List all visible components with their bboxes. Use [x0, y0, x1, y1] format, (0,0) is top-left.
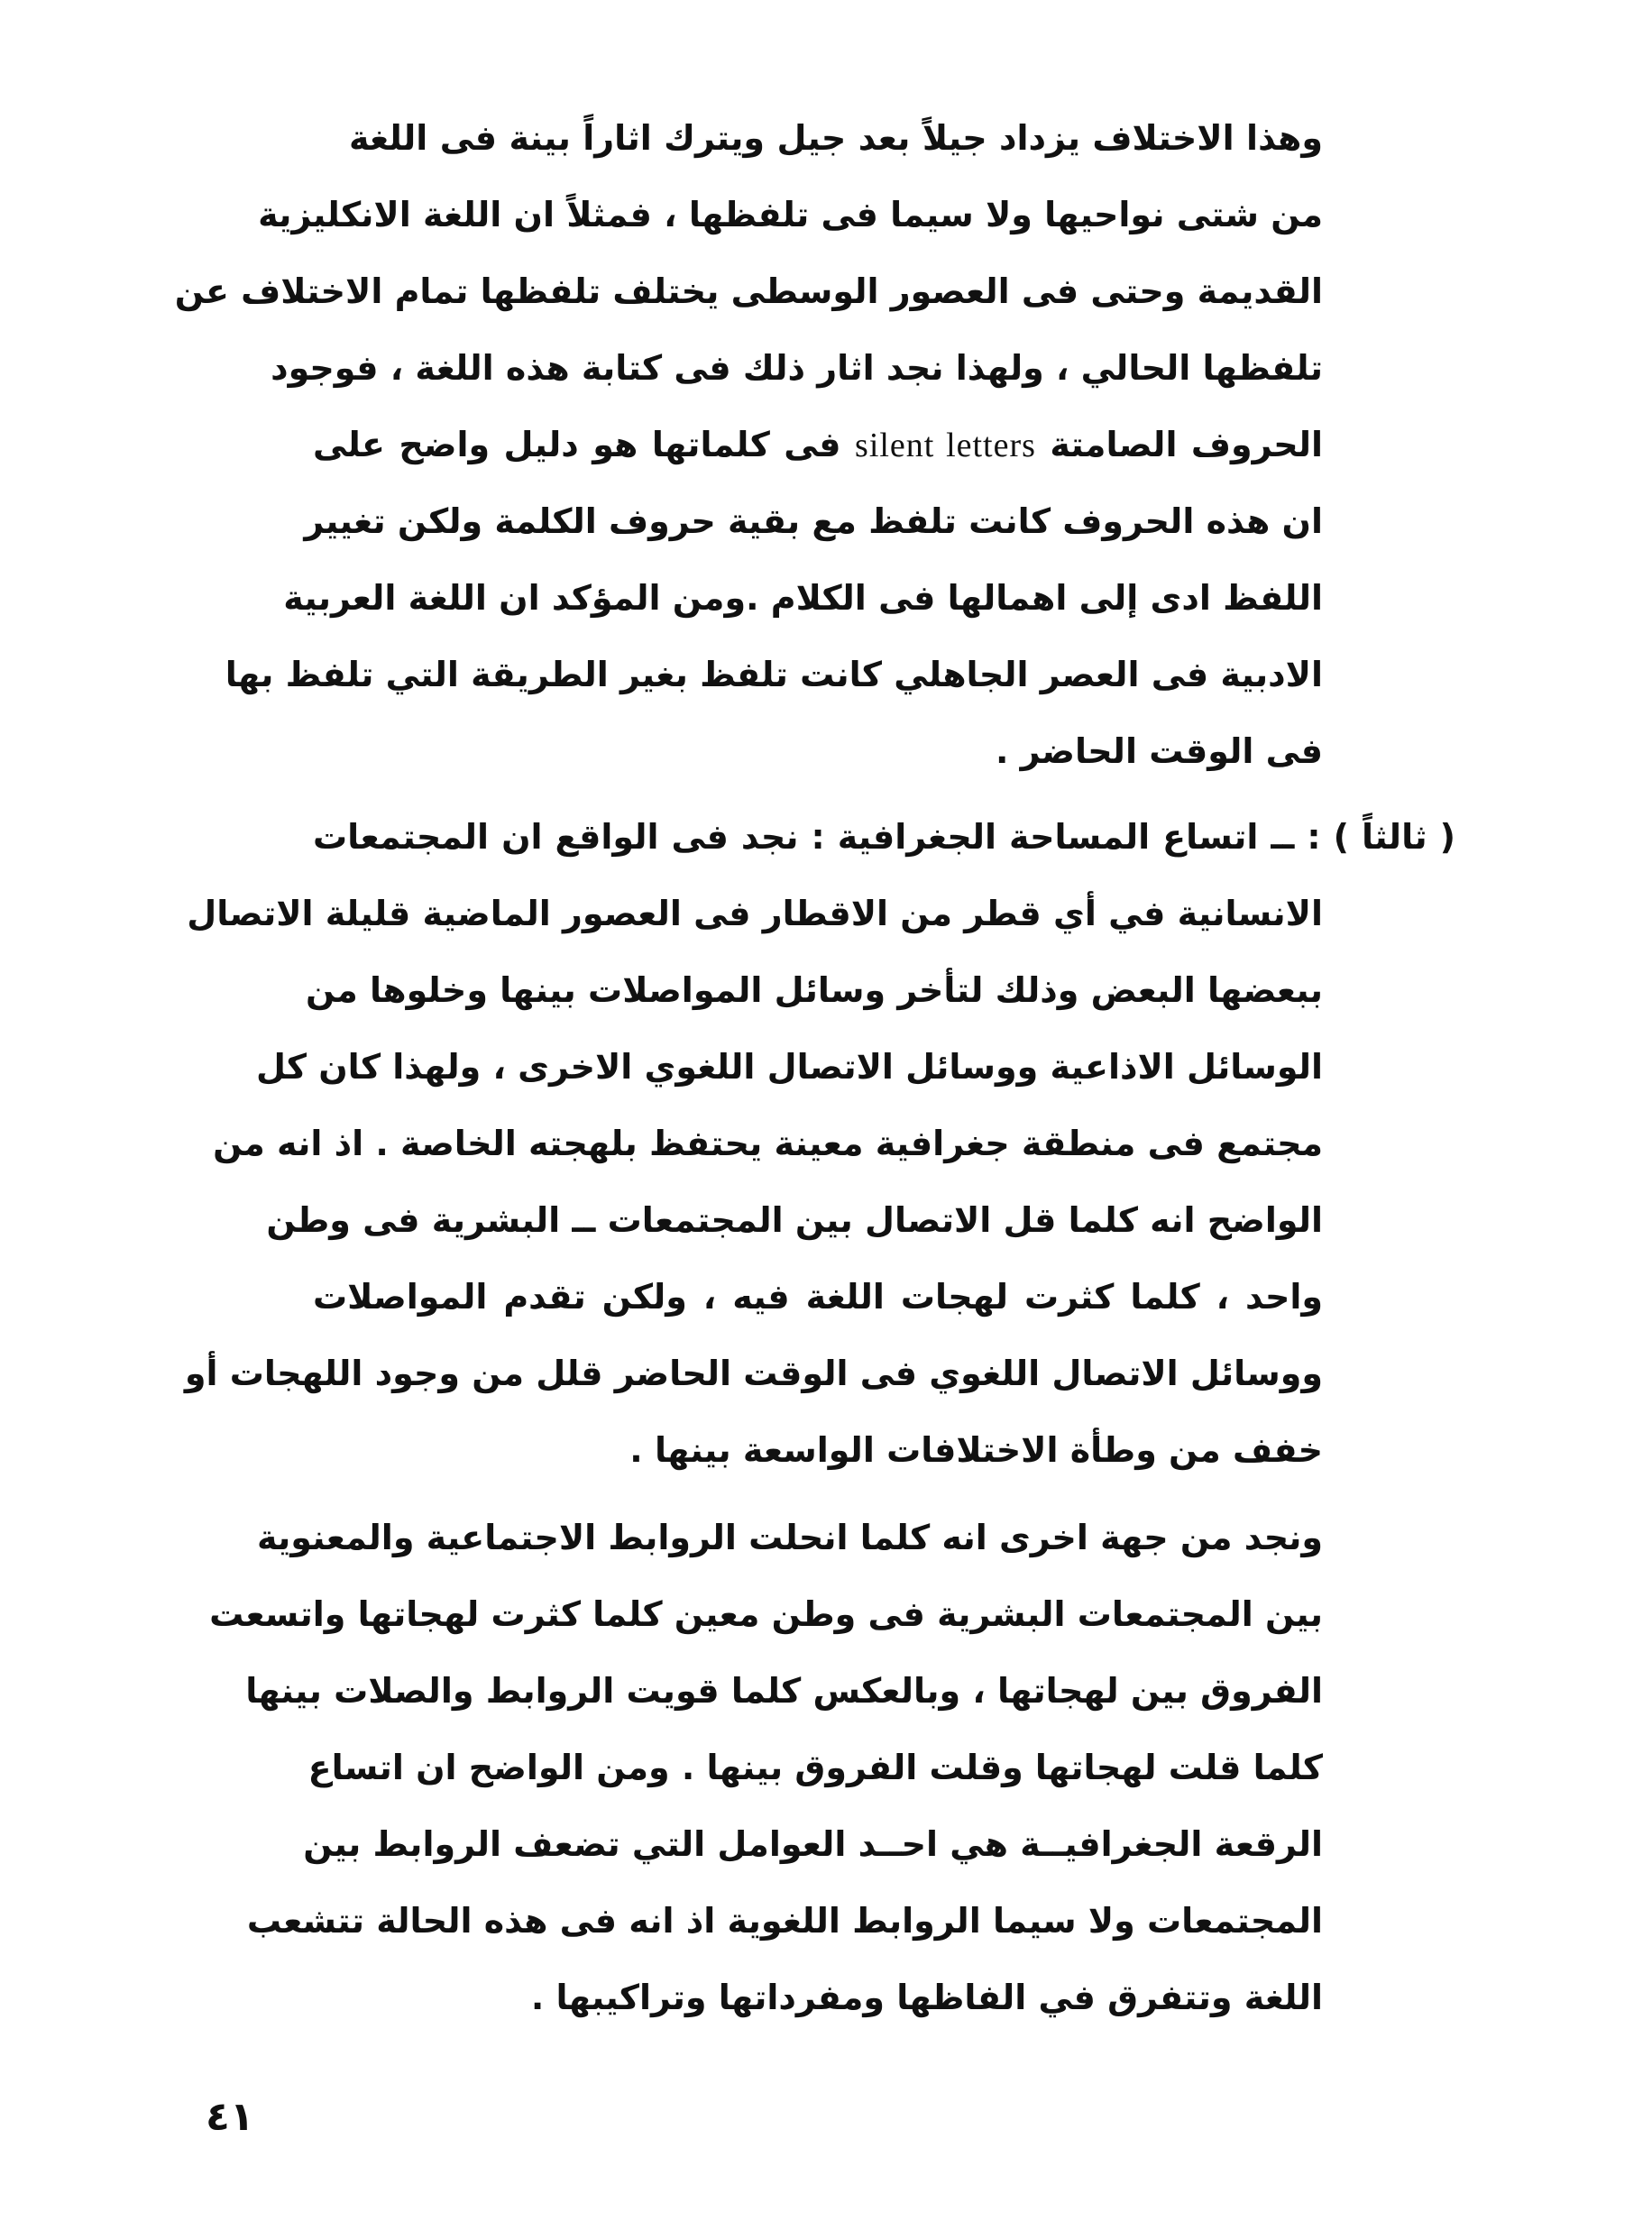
paragraph-2-line-9: خفف من وطأة الاختلافات الواسعة بينها . — [629, 1430, 1323, 1470]
paragraph-3-line-4: كلما قلت لهجاتها وقلت الفروق بينها . ومن الواضح ان اتساع — [307, 1748, 1323, 1787]
page-number: ٤١ — [206, 2094, 254, 2140]
line-5-suffix: فى كلماتها هو دليل واضح على — [313, 425, 841, 464]
paragraph-3-line-6: المجتمعات ولا سيما الروابط اللغوية اذ انه فى هذه الحالة تتشعب — [246, 1901, 1323, 1941]
paragraph-2-line-6: الواضح انه كلما قل الاتصال بين المجتمعات ــ البشرية فى وطن — [266, 1200, 1323, 1240]
section-heading: ( ثالثاً ) : ــ — [1271, 817, 1455, 857]
paragraph-1-line-6: ان هذه الحروف كانت تلفظ مع بقية حروف الكلمة ولكن تغيير — [304, 501, 1323, 541]
paragraph-1-line-4: تلفظها الحالي ، ولهذا نجد اثار ذلك فى كتابة هذه اللغة ، فوجود — [271, 348, 1323, 388]
paragraph-3-line-2: بين المجتمعات البشرية فى وطن معين كلما كثرت لهجاتها واتسعت — [209, 1594, 1323, 1634]
paragraph-2-line-7: واحد ، كلما كثرت لهجات اللغة فيه ، ولكن تقدم المواصلات — [313, 1277, 1323, 1317]
paragraph-2-line-8: ووسائل الاتصال اللغوي فى الوقت الحاضر قلل من وجود اللهجات أو — [184, 1354, 1323, 1393]
paragraph-1-line-5 — [313, 418, 1323, 472]
english-term: silent letters — [855, 427, 1036, 464]
paragraph-1-line-7: اللفظ ادى إلى اهمالها فى الكلام .ومن المؤكد ان اللغة العربية — [283, 578, 1323, 618]
paragraph-1-line-8: الادبية فى العصر الجاهلي كانت تلفظ بغير الطريقة التي تلفظ بها — [225, 655, 1323, 694]
paragraph-3-line-7: اللغة وتتفرق في الفاظها ومفرداتها وتراكيبها . — [530, 1978, 1323, 2017]
paragraph-2-line-3: ببعضها البعض وذلك لتأخر وسائل المواصلات بينها وخلوها من — [306, 970, 1323, 1010]
paragraph-1-line-2: من شتى نواحيها ولا سيما فى تلفظها ، فمثلاً ان اللغة الانكليزية — [258, 195, 1323, 234]
paragraph-1-line-1: وهذا الاختلاف يزداد جيلاً بعد جيل ويترك اثاراً بينة فى اللغة — [349, 118, 1323, 158]
paragraph-2-line-5: مجتمع فى منطقة جغرافية معينة يحتفظ بلهجته الخاصة . اذ انه من — [213, 1124, 1323, 1163]
paragraph-1-line-3: القديمة وحتى فى العصور الوسطى يختلف تلفظها تمام الاختلاف عن — [174, 271, 1323, 311]
paragraph-2-line-1 — [313, 810, 1455, 864]
line-5-prefix: الحروف الصامتة — [1050, 425, 1323, 464]
paragraph-3-line-5: الرقعة الجغرافيــة هي احــد العوامل التي تضعف الروابط بين — [303, 1824, 1323, 1864]
paragraph-3-line-3: الفروق بين لهجاتها ، وبالعكس كلما قويت الروابط والصلات بينها — [245, 1671, 1323, 1711]
paragraph-2-line-2: الانسانية في أي قطر من الاقطار فى العصور الماضية قليلة الاتصال — [187, 894, 1323, 933]
paragraph-2-line-4: الوسائل الاذاعية ووسائل الاتصال اللغوي الاخرى ، ولهذا كان كل — [256, 1047, 1323, 1087]
section-heading-text: اتساع المساحة الجغرافية : نجد فى الواقع ان المجتمعات — [313, 817, 1259, 857]
paragraph-1-line-9: فى الوقت الحاضر . — [996, 731, 1323, 771]
paragraph-3-line-1: ونجد من جهة اخرى انه كلما انحلت الروابط الاجتماعية والمعنوية — [256, 1518, 1323, 1557]
